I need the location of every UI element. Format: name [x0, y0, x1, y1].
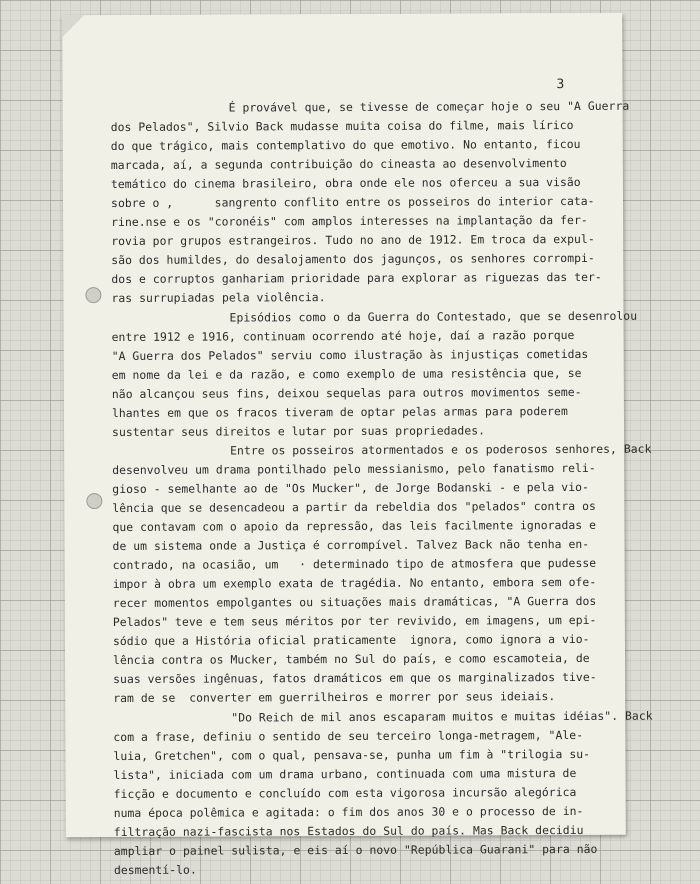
document-body: [110, 97, 653, 880]
text-line: entre 1912 e 1916, continuam ocorrendo até hoje, daí a razão porque: [111, 327, 575, 344]
text-line: de um sistema onde a Justiça é corrompível. Talvez Back não tenha en-: [112, 537, 590, 554]
text-line: Entre os posseiros atormentados e os poderosos senhores, Back: [230, 441, 652, 458]
text-line: lência que se desencadeou a partir da rebeldia dos "pelados" contra os: [112, 498, 596, 515]
text-line: ampliar o painel sulista, e eis aí o novo "República Guarani" para não: [113, 841, 598, 858]
text-line: do que trágico, mais contemplativo do que emotivo. No entanto, ficou: [110, 137, 581, 154]
text-line: É provável que, se tivesse de começar hoje o seu "A Guerra: [228, 98, 630, 115]
folded-corner: [62, 15, 84, 37]
text-line: dos e corruptos ganhariam prioridade para explorar as riguezas das ter-: [111, 270, 602, 287]
text-line: que contavam com o apoio da repressão, das leis facilmente ignoradas e: [112, 517, 597, 535]
text-line: numa época polêmica e agitada: o fim dos anos 30 e o processo de in-: [113, 803, 584, 820]
text-line: em nome da lei e da razão, e como exemplo de uma resistência que, se: [111, 365, 582, 382]
text-line: suas versões ingênuas, fatos dramáticos em que os marginalizados tive-: [113, 670, 597, 687]
text-line: impor à obra um exemplo exata de tragédia. No entanto, embora sem ofe-: [112, 575, 597, 592]
text-line: recer momentos empolgantes ou situações mais dramáticas, "A Guerra dos: [112, 594, 597, 611]
typewritten-page: [62, 13, 653, 877]
text-line: temático do cinema brasileiro, obra onde ele nos oferceu a sua visão: [110, 175, 581, 192]
text-line: ram de se converter em guerrilheiros e morrer por seus ideiais.: [113, 689, 556, 706]
text-line: "A Guerra dos Pelados" serviu como ilustração às injustiças cometidas: [111, 346, 589, 363]
text-line: filtração nazi-fascista nos Estados do Sul do país. Mas Back decidiu: [113, 822, 584, 839]
text-line: sustentar seus direitos e lutar por suas propriedades.: [111, 423, 486, 439]
text-line: rovia por grupos estrangeiros. Tudo no ano de 1912. Em troca da expul-: [111, 232, 595, 249]
text-line: sódio que a História oficial praticamente ignora, como ignora a vio-: [112, 632, 590, 649]
text-line: contrado, na ocasião, um · determinado tipo de atmosfera que pudesse: [112, 556, 597, 573]
punch-hole-upper: [85, 287, 101, 303]
text-line: luia, Gretchen", com o qual, pensava-se, punha um fim à "trilogia su-: [113, 746, 591, 763]
text-line: rine.nse e os "coronéis" com amplos interesses na implantação da fer-: [111, 213, 588, 230]
text-line: lhantes em que os fracos tiveram de optar pelas armas para poderem: [111, 403, 568, 420]
page-number: 3: [556, 77, 565, 93]
text-line: ficção e documento e concluído com esta vigorosa incursão alegórica: [113, 784, 577, 801]
text-line: com a frase, definiu o sentido de seu terceiro longa-metragem, "Ale-: [113, 727, 584, 744]
text-line: gioso - semelhante ao de "Os Mucker", de Jorge Bodanski - e pela vio-: [112, 479, 589, 496]
text-line: "Do Reich de mil anos escaparam muitos e muitas idéias". Back: [231, 708, 653, 724]
text-line: lência contra os Mucker, também no Sul do país, e como escamoteia, de: [112, 651, 590, 668]
text-line: Pelados" teve e tem seus méritos por ter revivido, em imagens, um epi-: [112, 613, 597, 630]
text-line: dos Pelados", Silvio Back mudasse muita coisa do filme, mais lírico: [110, 118, 574, 135]
punch-hole-lower: [86, 493, 102, 509]
text-line: sobre o , sangrento conflito entre os posseiros do interior cata-: [110, 194, 595, 211]
text-line: são dos humildes, do desalojamento dos jagunços, os senhores corrompi-: [111, 251, 595, 268]
text-line: desmentí-lo.: [113, 862, 197, 877]
text-line: ras surrupiadas pela violência.: [111, 290, 326, 306]
text-line: lista", iniciada com um drama urbano, continuada com uma mistura de: [113, 765, 577, 782]
text-line: não alcançou seus fins, deixou sequelas para outros movimentos seme-: [111, 384, 582, 401]
text-line: Episódios como o da Guerra do Contestado, que se desenrolou: [229, 308, 638, 325]
text-line: marcada, aí, a segunda contribuição do cineasta ao desenvolvimento: [110, 156, 567, 173]
text-line: desenvolveu um drama pontilhado pelo messianismo, pelo fanatismo reli-: [112, 460, 596, 477]
